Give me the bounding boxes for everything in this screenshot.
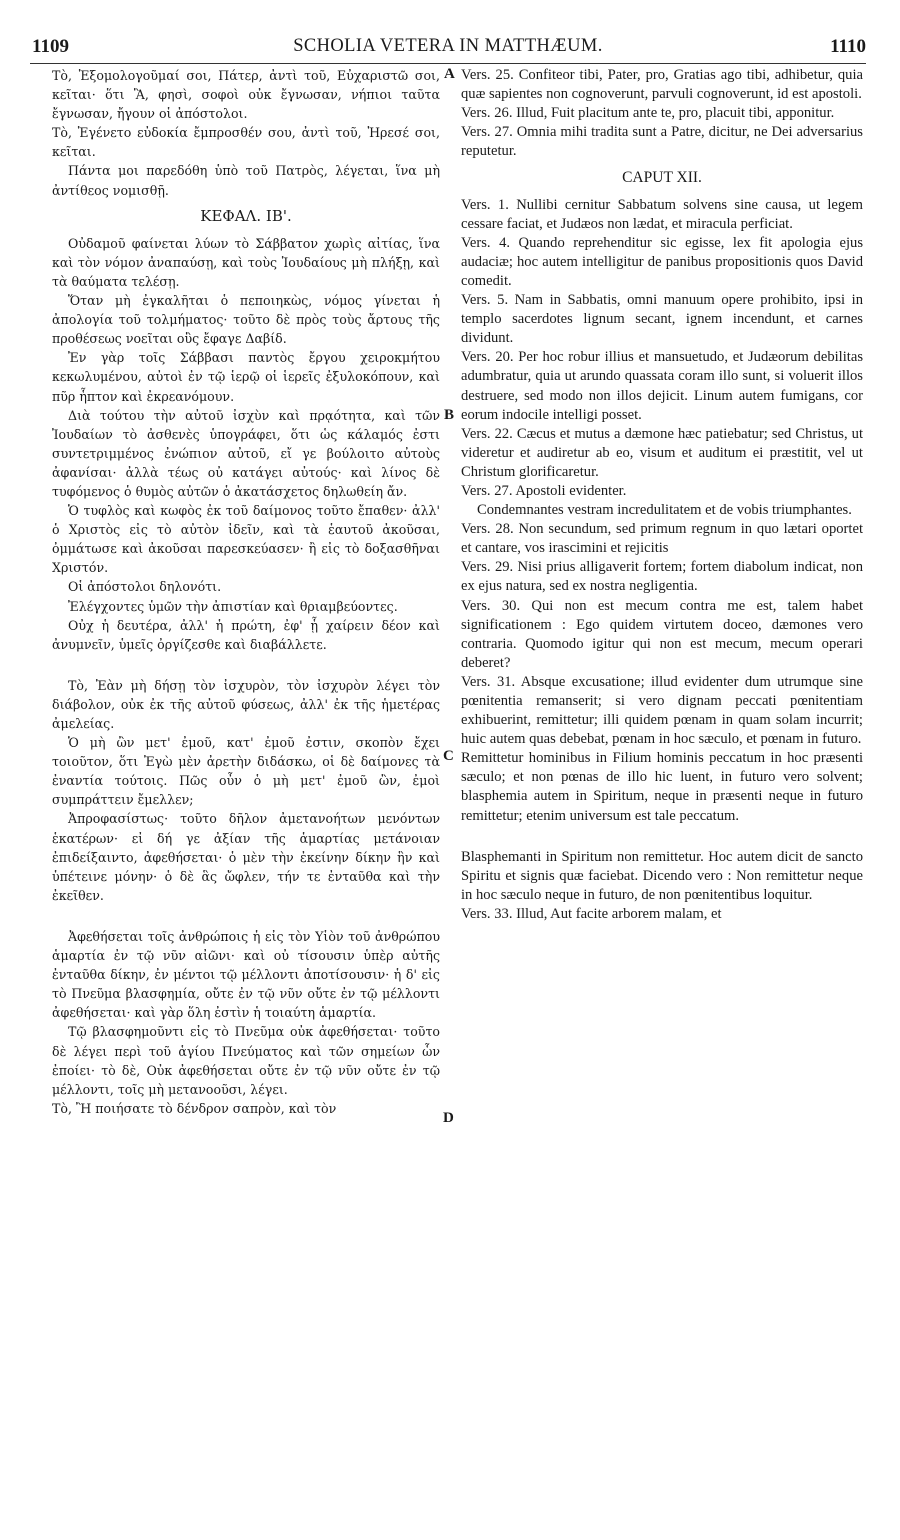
greek-paragraph: Πάντα μοι παρεδόθη ὑπὸ τοῦ Πατρὸς, λέγεται, ἵνα μὴ ἀντίθεος νομισθῇ. [52, 163, 440, 198]
page-number-right: 1110 [830, 36, 866, 57]
margin-letter-d: D [443, 1110, 454, 1126]
latin-paragraph: Vers. 22. Cæcus et mutus a dæmone hæc patiebatur; sed Christus, ut videretur et audiretur ab eo, visum et auditum ei præstitit, vel ut Christum glorificaretur. [461, 425, 863, 480]
latin-paragraph: Vers. 28. Non secundum, sed primum regnum in quo lætari oportet et cantare, vos irascimini et rejicitis [461, 521, 863, 557]
greek-paragraph: Διὰ τούτου τὴν αὐτοῦ ἰσχὺν καὶ πρᾳότητα, καὶ τῶν Ἰουδαίων τὸ ἀσθενὲς ὑπογράφει, ὅτι ὡς κάλαμός ἐστι συντετριμμένος ἐνώπιον αὐτοῦ, εἴ γε βούλοιτο αὐτοὺς ἀφανίσαι· ἀλλὰ τέως οὐ κατάγει αὐτούς· καὶ λίνος δὲ τυφόμενος ὁ θυμὸς αὐτῶν ὁ ἀκατάσχετος δηλωθείη ἄν. [52, 407, 440, 499]
greek-paragraph: Τὸ, Ἢ ποιήσατε τὸ δένδρον σαπρὸν, καὶ τὸν [52, 1100, 337, 1116]
latin-paragraph: Vers. 29. Nisi prius alligaverit fortem; fortem diabolum indicat, non ex ejus natura, sed ex nostra negligentia. [461, 559, 863, 595]
greek-paragraph: Τὸ, Ἐγένετο εὐδοκία ἔμπροσθέν σου, ἀντὶ τοῦ, Ἠρεσέ σοι, κεῖται. [52, 125, 440, 160]
latin-paragraph: Vers. 33. Illud, Aut facite arborem malam, et [461, 905, 722, 922]
margin-letter-a: A [444, 66, 455, 82]
greek-paragraph: Οὐδαμοῦ φαίνεται λύων τὸ Σάββατον χωρὶς αἰτίας, ἵνα καὶ τὸν νόμον ἀναπαύσῃ, καὶ τοὺς Ἰουδαίους μὴ πλήξῃ, καὶ τὰ θαύματα τελέσῃ. [52, 235, 440, 289]
greek-paragraph: Ὁ μὴ ὢν μετ' ἐμοῦ, κατ' ἐμοῦ ἐστιν, σκοπὸν ἔχει τοιοῦτον, ὅτι Ἐγὼ μὲν ἀρετὴν διδάσκω, οἱ δὲ δαίμονες τὰ ἐναντία τούτοις. Πῶς οὖν ὁ μὴ μετ' ἐμοῦ ὢν, ἐμοὶ συμπράττειν ἔμελλεν; [52, 735, 440, 808]
greek-paragraph: Οἱ ἀπόστολοι δηλονότι. [68, 579, 222, 595]
margin-letter-b: B [444, 407, 455, 423]
greek-chapter-heading: ΚΕΦΑΛ. ΙΒ'. [200, 206, 292, 225]
greek-column [52, 66, 440, 1516]
running-title: SCHOLIA VETERA IN MATTHÆUM. [293, 36, 603, 56]
latin-paragraph: Vers. 26. Illud, Fuit placitum ante te, pro, placuit tibi, apponitur. [461, 105, 835, 122]
greek-paragraph: Ἐν γὰρ τοῖς Σάββασι παντὸς ἔργου χειροκμήτου κεκωλυμένου, αὐτοὶ ἐν τῷ ἱερῷ οἱ ἱερεῖς ἐξυλοκόπουν, καὶ πῦρ ἧπτον καὶ ἐκρεανόμουν. [52, 350, 440, 404]
running-header [30, 36, 866, 66]
latin-column [461, 66, 863, 1516]
margin-letter-c: C [443, 748, 454, 764]
latin-paragraph: Vers. 30. Qui non est mecum contra me est, talem habet significationem : Ego quidem virtutem doceo, dæmones vero contraria. Quomodo igitur qui non est mecum, mecum operari deberet? [461, 597, 863, 671]
latin-paragraph: Vers. 27. Apostoli evidenter. [461, 482, 627, 499]
spacer [461, 826, 863, 848]
latin-paragraph: Vers. 25. Confiteor tibi, Pater, pro, Gratias ago tibi, adhibetur, quia quæ sapientes non cognoverunt, parvuli cognoverunt, id est apostoli. [461, 67, 863, 103]
latin-paragraph: Vers. 1. Nullibi cernitur Sabbatum solvens sine causa, ut legem cessare faciat, et Judæos non lædat, et miracula perficiat. [461, 196, 863, 232]
greek-paragraph: Τὸ, Ἐὰν μὴ δήσῃ τὸν ἰσχυρὸν, τὸν ἰσχυρὸν λέγει τὸν διάβολον, οὐκ ἐκ τῆς αὐτοῦ φύσεως, ἀλλ' ἐκ τῆς ἡμετέρας ἀμελείας. [52, 677, 440, 731]
latin-paragraph: Vers. 27. Omnia mihi tradita sunt a Patre, dicitur, ne Dei adversarius reputetur. [461, 124, 863, 160]
page-number-left: 1109 [32, 36, 69, 57]
greek-paragraph: Ὅταν μὴ ἐγκαλῆται ὁ πεποιηκὼς, νόμος γίνεται ἡ ἀπολογία τοῦ τολμήματος· τοῦτο δὲ πρὸς τοὺς ἄρτους τῆς προθέσεως νοεῖται οὓς ἔφαγε Δαβίδ. [52, 293, 440, 347]
greek-paragraph: Τὸ, Ἐξομολογοῦμαί σοι, Πάτερ, ἀντὶ τοῦ, Εὐχαριστῶ σοι, κεῖται· ὅτι Ἃ, φησὶ, σοφοὶ οὐκ ἔγνωσαν, νήπιοι ταῦτα ἔγνωσαν, ἤγουν οἱ ἀπόστολοι. [52, 68, 440, 122]
greek-paragraph: Ἀπροφασίστως· τοῦτο δῆλον ἀμετανοήτων μενόντων ἑκατέρων· εἰ δή γε ἀξίαν τῆς ἁμαρτίας μετάνοιαν ἐπιδείξαιντο, ἀφεθήσεται· ὁ μὲν τὴν ἐκείνην δίκην ἣν καὶ ὑπέτεινε μόνην· ὁ δὲ ἃς ὤφλεν, τήν τε ἐνταῦθα καὶ τὴν ἐκεῖθεν. [52, 811, 440, 903]
latin-paragraph: Vers. 20. Per hoc robur illius et mansuetudo, et Judæorum debilitas adumbratur, quia ut arundo quassata coram illo sunt, si voluerit illos destruere, sed modo non illos dejicit. Linum autem fumigans, cor eorum indocile intelligi posset. [461, 349, 863, 423]
greek-paragraph: Ἀφεθήσεται τοῖς ἀνθρώποις ἡ εἰς τὸν Υἱὸν τοῦ ἀνθρώπου ἁμαρτία ἐν τῷ νῦν αἰῶνι· καὶ οὐ τίσουσιν ὑπὲρ αὐτῆς ἐνταῦθα δίκην, ἐν μέντοι τῷ μέλλοντι ἀποτίσουσιν· ἡ δ' εἰς τὸ Πνεῦμα βλασφημία, οὔτε ἐν τῷ νῦν οὔτε ἐν τῷ μέλλοντι ἀφεθήσεται· καὶ γὰρ ὅλη ἐστὶν ἡ τοιαύτη ἁμαρτία. [52, 928, 440, 1021]
latin-paragraph: Condemnantes vestram incredulitatem et de vobis triumphantes. [477, 502, 852, 519]
greek-paragraph: Ἐλέγχοντες ὑμῶν τὴν ἀπιστίαν καὶ θριαμβεύοντες. [68, 598, 398, 614]
latin-chapter-heading: CAPUT XII. [622, 169, 702, 187]
latin-paragraph: Vers. 5. Nam in Sabbatis, omni manuum opere prohibito, ipsi in templo sacerdotes lignum secant, ignem incendunt, et carnes dividunt. [461, 292, 863, 347]
latin-paragraph: Vers. 4. Quando reprehenditur sic egisse, lex fit apologia ejus audaciæ; hoc autem intelligitur de panibus propositionis quos David comedit. [461, 234, 863, 289]
greek-paragraph: Τῷ βλασφημοῦντι εἰς τὸ Πνεῦμα οὐκ ἀφεθήσεται· τοῦτο δὲ λέγει περὶ τοῦ ἁγίου Πνεύματος καὶ τῶν σημείων ὧν ἐποίει· τὸ δὲ, Οὐκ ἀφεθήσεται οὔτε ἐν τῷ νῦν οὔτε ἐν τῷ μέλλοντι, τοῖς μὴ μετανοοῦσι, λέγει. [52, 1024, 440, 1097]
latin-paragraph: Vers. 31. Absque excusatione; illud evidenter dum utrumque sine pœnitentia remanserit; si vero dignam peccati pœnitentiam exhibuerint, remittetur; illi quidem pœnam in quam solam incurrit; huic autem quas debebat, pœnam in hoc sæculo, et pœnam in futuro. [461, 673, 863, 748]
greek-paragraph: Ὁ τυφλὸς καὶ κωφὸς ἐκ τοῦ δαίμονος τοῦτο ἔπαθεν· ἀλλ' ὁ Χριστὸς εἰς τὸ αὐτὸν ἰδεῖν, καὶ τὰ ἑαυτοῦ ἀκοῦσαι, ὀμμάτωσε καὶ ἀκοῦσαι παρεσκεύασεν· ἢ εἰς τὸ δοξασθῆναι Χριστόν. [52, 503, 440, 576]
latin-paragraph: Remittetur hominibus in Filium hominis peccatum in hoc præsenti sæculo; et non pœnas de illo hic luent, in futuro vero solvent; blasphemia autem in Spiritum, neque in præsenti neque in futuro remittetur; etenim universum est tale peccatum. [461, 750, 863, 824]
spacer [52, 654, 440, 676]
header-rule [30, 63, 866, 64]
greek-paragraph: Οὐχ ἡ δευτέρα, ἀλλ' ἡ πρώτη, ἐφ' ᾗ χαίρειν δέον καὶ ἀνυμνεῖν, ὑμεῖς ὀργίζεσθε καὶ διαβάλλετε. [52, 617, 440, 652]
spacer [52, 905, 440, 927]
latin-paragraph: Blasphemanti in Spiritum non remittetur. Hoc autem dicit de sancto Spiritu et signis quæ faciebat. Dicendo vero : Non remittetur neque in hoc sæculo neque in futuro, de non pœnitentibus loquitur. [461, 848, 863, 903]
